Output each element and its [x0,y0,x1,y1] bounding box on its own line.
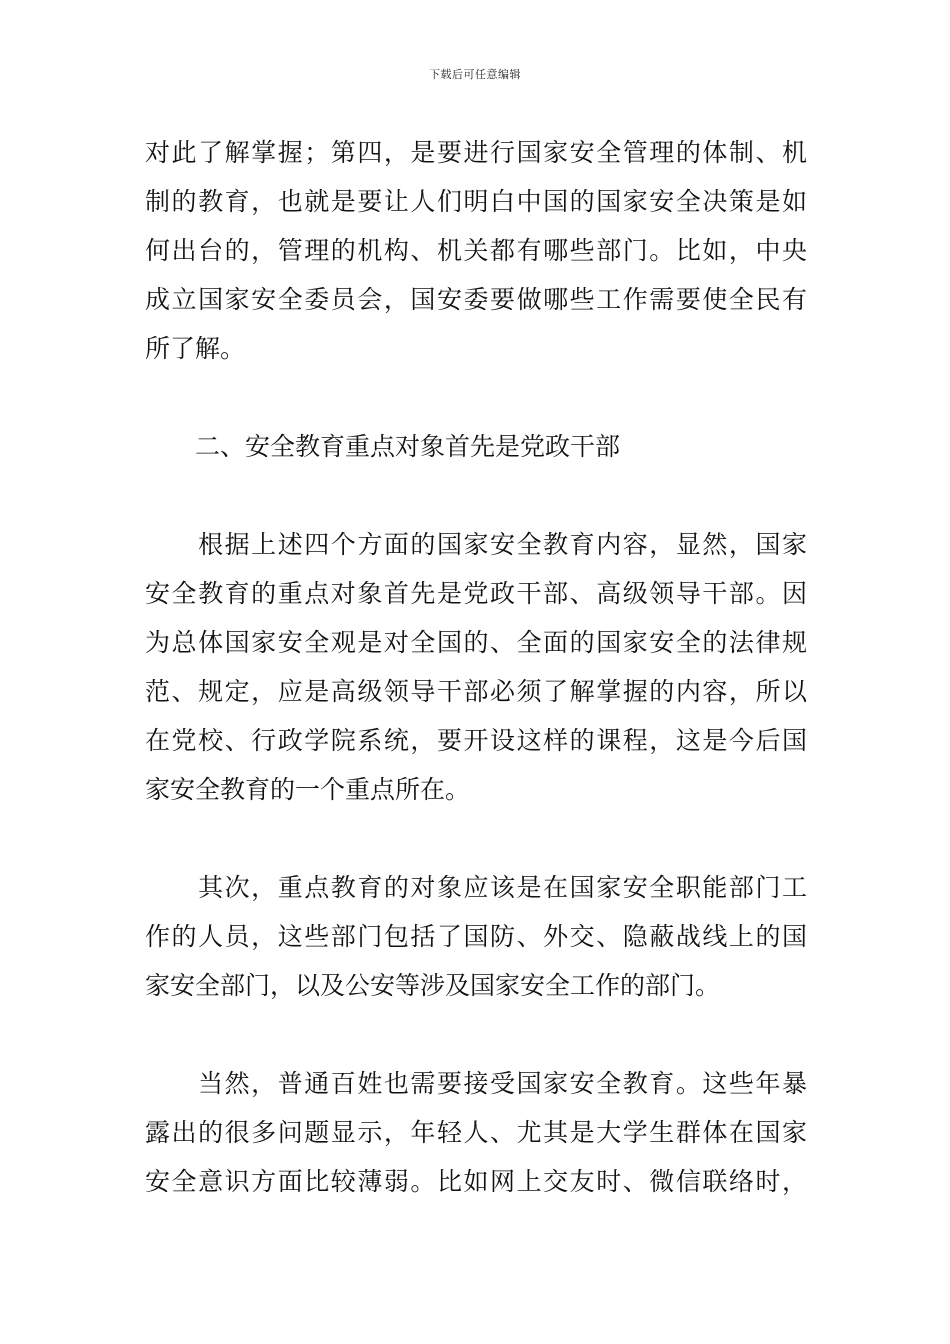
heading-line: 二、安全教育重点对象首先是党政干部 [145,432,621,461]
paragraph-spacer [145,373,807,422]
paragraph-spacer [145,814,807,863]
text-line: 成立国家安全委员会，国安委要做哪些工作需要使全民有 [145,285,807,314]
text-line: 在党校、行政学院系统，要开设这样的课程，这是今后国 [145,726,807,755]
text-line: 家安全教育的一个重点所在。 [145,775,471,804]
section-heading [145,422,807,471]
text-line: 其次，重点教育的对象应该是在国家安全职能部门工 [145,873,807,902]
text-line: 露出的很多问题显示，年轻人、尤其是大学生群体在国家 [145,1118,807,1147]
page-header-note: 下载后可任意编辑 [429,68,521,81]
text-line: 何出台的，管理的机构、机关都有哪些部门。比如，中央 [145,236,807,265]
text-line: 根据上述四个方面的国家安全教育内容，显然，国家 [145,530,807,559]
text-line: 对此了解掌握；第四，是要进行国家安全管理的体制、机 [145,138,807,167]
text-line: 所了解。 [145,334,246,363]
text-line: 安全意识方面比较薄弱。比如网上交友时、微信联络时， [145,1167,807,1196]
text-line: 安全教育的重点对象首先是党政干部、高级领导干部。因 [145,579,807,608]
paragraph-spacer [145,1010,807,1059]
text-line: 作的人员，这些部门包括了国防、外交、隐蔽战线上的国 [145,922,807,951]
text-line: 范、规定，应是高级领导干部必须了解掌握的内容，所以 [145,677,807,706]
text-line: 为总体国家安全观是对全国的、全面的国家安全的法律规 [145,628,807,657]
text-line: 制的教育，也就是要让人们明白中国的国家安全决策是如 [145,187,807,216]
document-body [145,128,807,1206]
paragraph-general-public [145,1059,807,1206]
paragraph-admin-system-education [145,128,807,373]
paragraph-security-departments [145,863,807,1010]
text-line: 当然，普通百姓也需要接受国家安全教育。这些年暴 [145,1069,807,1098]
paragraph-spacer [145,471,807,520]
paragraph-key-targets [145,520,807,814]
text-line: 家安全部门，以及公安等涉及国家安全工作的部门。 [145,971,721,1000]
